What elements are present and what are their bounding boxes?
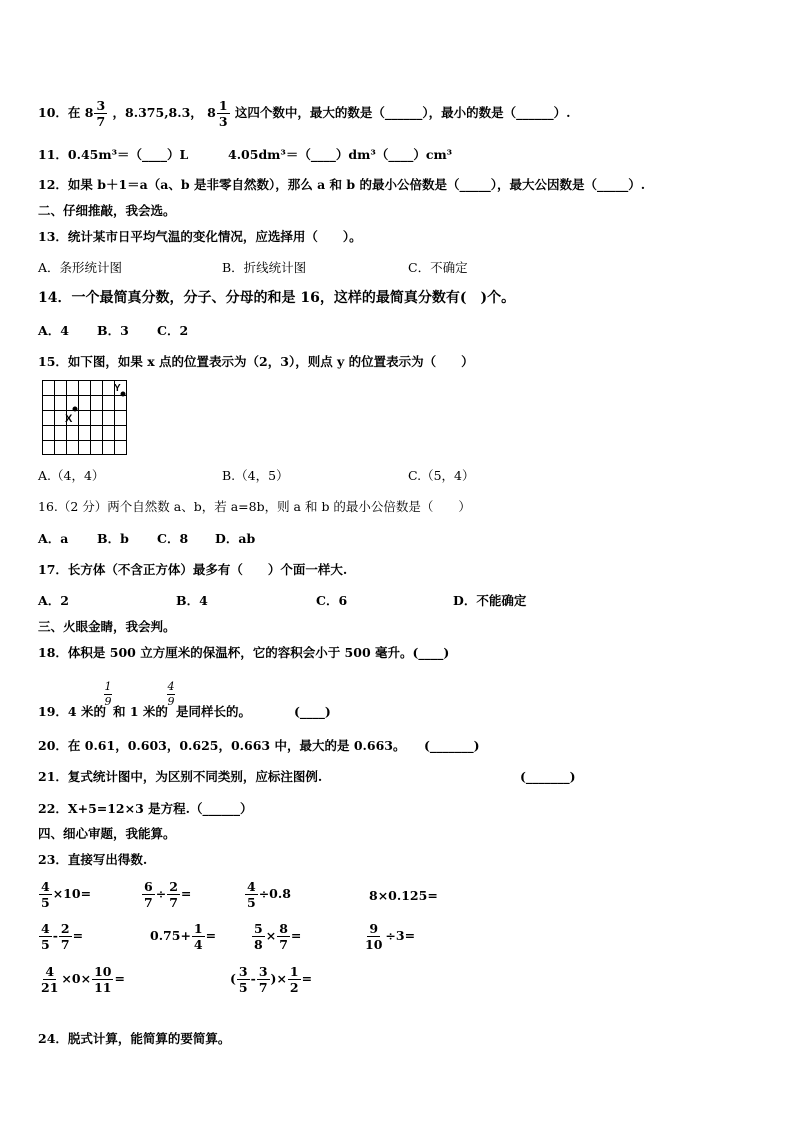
question-23: 23．直接写出得数.	[38, 852, 148, 867]
q16-option-b: B．b	[97, 531, 129, 546]
calc-expr-1: $\frac{4}{5}$ ×10=	[41, 879, 92, 910]
q15-option-a: A.（4，4）	[38, 468, 105, 483]
q17-option-d: D．不能确定	[453, 593, 527, 608]
calc-expr-2: $\frac{6}{7}$ ÷ $\frac{2}{7}$ =	[144, 879, 192, 910]
question-12: 12．如果 b＋1＝a（a、b 是非零自然数），那么 a 和 b 的最小公倍数是（_____），最大公因数是（_____）.	[38, 177, 646, 192]
point-x	[73, 407, 78, 412]
q14-option-a: A．4	[38, 323, 69, 338]
q13-option-a: A．条形统计图	[38, 260, 123, 275]
coordinate-grid	[42, 380, 127, 455]
calc-expr-3: $\frac{4}{5}$ ÷0.8	[247, 879, 291, 910]
section-3-title: 三、火眼金睛，我会判。	[38, 619, 176, 634]
label-y: Y	[114, 383, 121, 394]
question-11-part2: 4.05dm³＝（____）dm³（____）cm³	[228, 147, 453, 162]
q17-option-b: B．4	[176, 593, 208, 608]
question-17: 17．长方体（不含正方体）最多有（ ）个面一样大.	[38, 562, 348, 577]
q15-option-b: B.（4，5）	[222, 468, 289, 483]
q14-option-b: B．3	[97, 323, 129, 338]
calc-expr-10: ( $\frac{3}{5}$ - $\frac{3}{7}$ )× $\frac{1}{2}$ =	[230, 964, 313, 995]
question-18: 18．体积是 500 立方厘米的保温杯，它的容积会小于 500 毫升。(____)	[38, 645, 450, 660]
question-14: 14．一个最简真分数，分子、分母的和是 16，这样的最简真分数有( )个。	[38, 290, 516, 306]
q16-option-c: C．8	[157, 531, 189, 546]
section-4-title: 四、细心审题，我能算。	[38, 826, 176, 841]
mixed-fraction-1: $\frac{3}{7}$	[96, 98, 106, 129]
q21-answer-blank[interactable]: (_______)	[520, 769, 576, 784]
question-19-text3: 是同样长的。	[176, 704, 252, 719]
mixed-fraction-2: $\frac{1}{3}$	[218, 98, 228, 129]
question-19-text1: 19．4 米的	[38, 704, 106, 719]
q14-option-c: C．2	[157, 323, 189, 338]
point-y	[121, 392, 126, 397]
q13-option-c: C．不确定	[408, 260, 468, 275]
q15-option-c: C.（5，4）	[408, 468, 475, 483]
calc-expr-6: 0.75+ $\frac{1}{4}$ =	[150, 921, 217, 952]
q19-answer-blank[interactable]: (____)	[294, 704, 331, 719]
question-16: 16.（2 分）两个自然数 a、b，若 a=8b，则 a 和 b 的最小公倍数是（ ）	[38, 499, 471, 514]
section-2-title: 二、仔细推敲，我会选。	[38, 203, 176, 218]
question-22: 22．X+5=12×3 是方程.（______）	[38, 801, 253, 816]
q19-fraction-1: 1 9	[104, 680, 112, 708]
question-10: 10．在 8 $\frac{3}{7}$ ，8.375,8.3， 8 $\frac{1}{3}$ 这四个数中，最大的数是（______），最小的数是（______）.	[38, 98, 571, 129]
question-20: 20．在 0.61，0.603，0.625，0.663 中，最大的是 0.663。	[38, 738, 406, 753]
calc-expr-9: $\frac{4}{21}$ ×0× $\frac{10}{11}$ =	[41, 964, 125, 995]
question-24: 24．脱式计算，能简算的要简算。	[38, 1031, 231, 1046]
q17-option-a: A．2	[38, 593, 69, 608]
q17-option-c: C．6	[316, 593, 348, 608]
question-13: 13．统计某市日平均气温的变化情况，应选择用（ ）。	[38, 229, 362, 244]
label-x: X	[65, 413, 73, 425]
question-21: 21．复式统计图中，为区别不同类别，应标注图例.	[38, 769, 323, 784]
q16-option-a: A．a	[38, 531, 69, 546]
calc-expr-7: $\frac{5}{8}$ × $\frac{8}{7}$ =	[254, 921, 302, 952]
question-15: 15．如下图，如果 x 点的位置表示为（2，3），则点 y 的位置表示为（ ）	[38, 354, 474, 369]
q13-option-b: B．折线统计图	[222, 260, 307, 275]
calc-expr-4: 8×0.125=	[369, 888, 438, 903]
q16-option-d: D．ab	[215, 531, 256, 546]
calc-expr-5: $\frac{4}{5}$ - $\frac{2}{7}$ =	[41, 921, 84, 952]
question-19-text2: 和 1 米的	[113, 704, 168, 719]
q19-fraction-2: 4 9	[167, 680, 175, 708]
q20-answer-blank[interactable]: (_______)	[424, 738, 480, 753]
question-11-part1: 11．0.45m³＝（____）L	[38, 147, 189, 162]
calc-expr-8: $\frac{9}{10}$ ÷3=	[365, 921, 416, 952]
